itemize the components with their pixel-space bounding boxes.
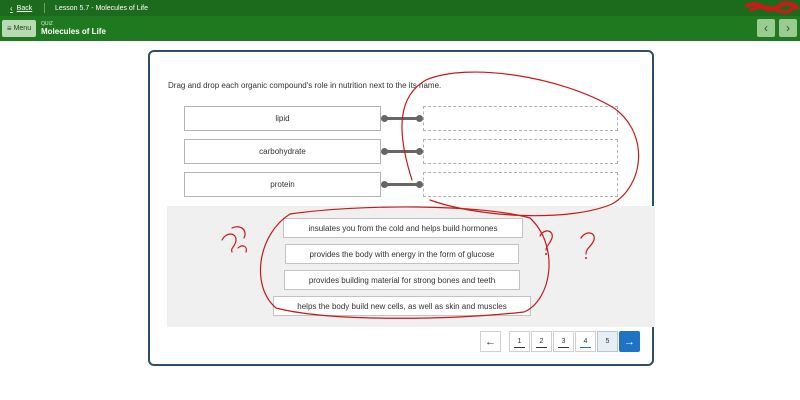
chevron-left-icon: ‹ (10, 3, 13, 13)
answer-choice-insulates[interactable]: insulates you from the cold and helps build hormones (283, 218, 523, 238)
divider (44, 3, 45, 13)
lesson-topbar (0, 0, 800, 16)
page-underline (514, 347, 525, 348)
next-question-button[interactable] (619, 331, 640, 352)
chevron-right-icon: › (786, 21, 790, 35)
page-number: 1 (517, 338, 522, 345)
arrow-right-icon: → (624, 335, 635, 348)
page-underline (558, 347, 569, 348)
answer-choice-energy[interactable]: provides the body with energy in the form of glucose (285, 244, 519, 264)
page-underline (580, 347, 591, 348)
answer-pool (167, 206, 655, 327)
connector-line (384, 117, 420, 120)
question-card (148, 50, 654, 366)
menu-label: Menu (13, 25, 32, 32)
drop-target-protein[interactable] (423, 172, 618, 197)
page-button-current[interactable] (597, 331, 618, 352)
connector (381, 148, 423, 156)
lesson-title: Lesson 5.7 - Molecules of Life (55, 4, 148, 12)
quiz-label: QUIZ (41, 21, 53, 27)
page-button[interactable] (531, 331, 552, 352)
page-title: Molecules of Life (41, 27, 106, 36)
question-pager (509, 331, 619, 352)
page-button[interactable] (509, 331, 530, 352)
term-lipid: lipid (184, 106, 381, 131)
question-instruction: Drag and drop each organic compound's role in nutrition next to the its name. (168, 81, 442, 90)
chevron-left-icon: ‹ (764, 21, 768, 35)
connector-dot (381, 181, 388, 188)
connector-dot (381, 148, 388, 155)
page-number: 5 (605, 338, 610, 345)
term-carbohydrate: carbohydrate (184, 139, 381, 164)
connector-line (384, 183, 420, 186)
back-label: Back (16, 4, 33, 12)
connector-line (384, 150, 420, 153)
answer-choice-new-cells[interactable]: helps the body build new cells, as well as skin and muscles (273, 296, 531, 316)
connector-dot (381, 115, 388, 122)
quiz-header (0, 16, 800, 41)
page-button[interactable] (553, 331, 574, 352)
page-button[interactable] (575, 331, 596, 352)
back-link[interactable] (0, 0, 44, 16)
previous-activity-button[interactable] (757, 19, 775, 37)
drop-target-carbohydrate[interactable] (423, 139, 618, 164)
red-scribble-mark (745, 0, 800, 14)
drop-target-lipid[interactable] (423, 106, 618, 131)
arrow-left-icon: ← (485, 335, 496, 348)
page-number: 2 (539, 338, 544, 345)
term-protein: protein (184, 172, 381, 197)
connector-dot (416, 181, 423, 188)
page-number: 4 (583, 338, 588, 345)
connector-dot (416, 115, 423, 122)
menu-button[interactable] (2, 20, 36, 37)
next-activity-button[interactable] (779, 19, 797, 37)
answer-choice-building-material[interactable]: provides building material for strong bones and teeth (284, 270, 520, 290)
page-number: 3 (561, 338, 566, 345)
connector (381, 115, 423, 123)
page-underline (536, 347, 547, 348)
connector-dot (416, 148, 423, 155)
hamburger-icon: ≡ (6, 24, 12, 33)
connector (381, 181, 423, 189)
previous-question-button[interactable] (480, 331, 501, 352)
